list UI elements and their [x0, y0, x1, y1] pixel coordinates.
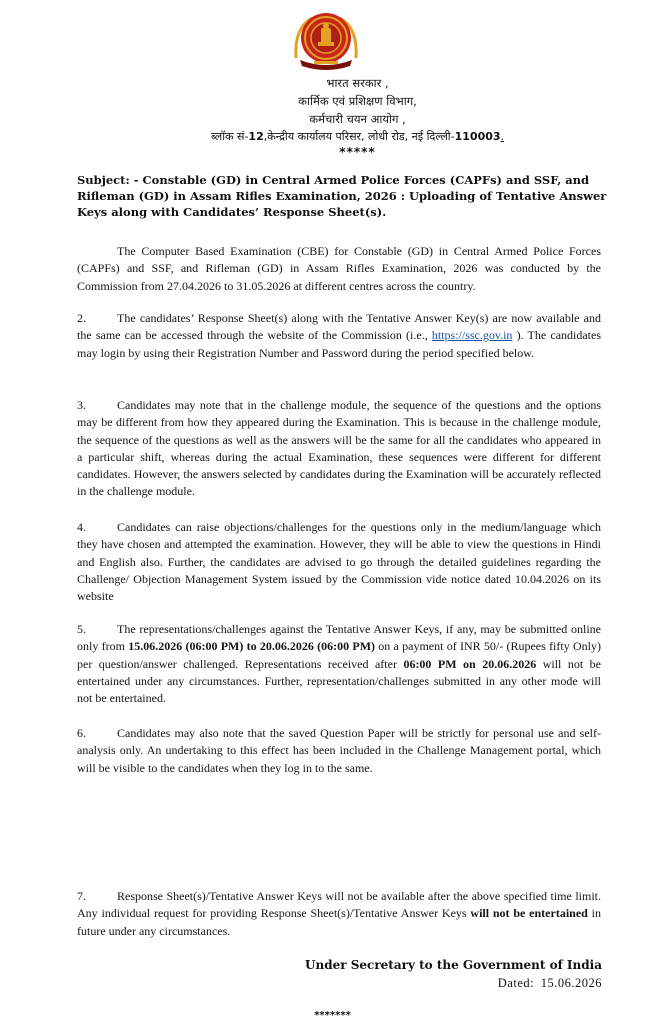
subject-line: Subject: - Constable (GD) in Central Armed Police Forces (CAPFs) and SSF, and Rifleman (GD) in Assam Rifles Examination, 2026 : Uploading of Tentative Answer Keys along with Candidates’ Response Sheet(s).	[77, 173, 607, 219]
paragraph-5-text-c: will not be entertained under any circumstances. Further, representation/challenges submitted in any other mode will not be entertained.	[77, 656, 601, 706]
office-header	[200, 74, 515, 158]
dated-value: 15.06.2026	[540, 976, 602, 990]
paragraph-7-number: 7.	[77, 889, 86, 903]
paragraph-1	[77, 243, 601, 295]
paragraph-5-number: 5.	[77, 622, 86, 636]
paragraph-2	[77, 310, 601, 362]
ssc-website-link[interactable]: https://ssc.gov.in	[431, 328, 513, 343]
address-middle: ,केन्द्रीय कार्यालय परिसर, लोधी रोड, नई दिल्ली-	[263, 130, 455, 143]
paragraph-5-text-a: The representations/challenges against the Tentative Answer Keys, if any, may be submitted online only from	[77, 622, 601, 654]
paragraph-5	[77, 621, 601, 707]
paragraph-3	[77, 397, 601, 501]
paragraph-2-number: 2.	[77, 311, 86, 325]
paragraph-1-text: The Computer Based Examination (CBE) for Constable (GD) in Central Armed Police Forces (CAPFs) and SSF, and Rifleman (GD) in Assam Rifles Examination, 2026 was conducted by the Commission from 27.04.2026 to 31.05.2026 at different centres across the country.	[77, 244, 601, 293]
signature-date	[498, 975, 602, 991]
header-line-3: कर्मचारी चयन आयोग ,	[309, 112, 406, 126]
paragraph-2-text-b: ). The candidates may login by using their Registration Number and Password during the period specified below.	[77, 328, 602, 360]
paragraph-6-number: 6.	[77, 726, 86, 740]
challenge-window-dates: 15.06.2026 (06:00 PM) to 20.06.2026 (06:00 PM)	[128, 639, 376, 654]
address-end: .	[500, 130, 505, 143]
signature-title: Under Secretary to the Government of India	[305, 958, 602, 972]
address-pin: 110003	[454, 130, 501, 143]
challenge-deadline: 06:00 PM on 20.06.2026	[403, 656, 537, 671]
paragraph-6	[77, 725, 601, 777]
paragraph-6-text: Candidates may also note that the saved Question Paper will be strictly for personal use and self-analysis only. An undertaking to this effect has been included in the Challenge Management portal, which will be visible to the candidates when they log in to the same.	[77, 726, 601, 775]
dated-label: Dated:	[497, 976, 535, 990]
paragraph-7-text-b: in future under any circumstances.	[77, 906, 601, 938]
end-stars: *******	[314, 1010, 351, 1021]
header-address	[200, 128, 515, 146]
paragraph-3-number: 3.	[77, 398, 86, 412]
paragraph-4-text: Candidates can raise objections/challenges for the questions only in the medium/language which they have chosen and attempted the examination. However, they will be able to view the questions in Hindi and English also. Further, the candidates are advised to go through the detailed guidelines regarding the Challenge/ Objection Management System issued by the Commission vide notice dated 10.04.2026 on its website	[77, 520, 601, 604]
paragraph-7-text-a: Response Sheet(s)/Tentative Answer Keys will not be available after the above specified time limit. Any individual request for providing Response Sheet(s)/Tentative Answer Keys	[77, 889, 601, 921]
address-block: 12	[248, 130, 264, 143]
paragraph-3-text: Candidates may note that in the challenge module, the sequence of the questions and the options may be different from how they appeared during the Examination. This is because in the challenge module, the sequence of the questions as well as the answers will be the same for all the candidates who appeared in a particular shift, whereas during the actual Examination, these sequences were different for different candidates. However, the answers selected by candidates during the Examination will be accurately reflected in the challenge module.	[77, 398, 601, 499]
paragraph-4	[77, 519, 601, 605]
header-stars: *****	[339, 145, 376, 159]
paragraph-5-text-b: on a payment of INR 50/- (Rupees fifty Only) per question/answer challenged. Representations received after	[77, 639, 601, 671]
header-line-2: कार्मिक एवं प्रशिक्षण विभाग,	[298, 94, 417, 108]
header-line-1: भारत सरकार ,	[326, 76, 389, 90]
paragraph-2-text-a: The candidates’ Response Sheet(s) along with the Tentative Answer Key(s) are now available and the same can be accessed through the website of the Commission (i.e.,	[77, 311, 601, 343]
paragraph-7-bold: will not be entertained	[470, 906, 588, 921]
paragraph-4-number: 4.	[77, 520, 86, 534]
paragraph-7	[77, 888, 601, 940]
address-prefix: ब्लॉक सं-	[210, 130, 249, 143]
ssc-emblem-icon	[288, 6, 364, 72]
